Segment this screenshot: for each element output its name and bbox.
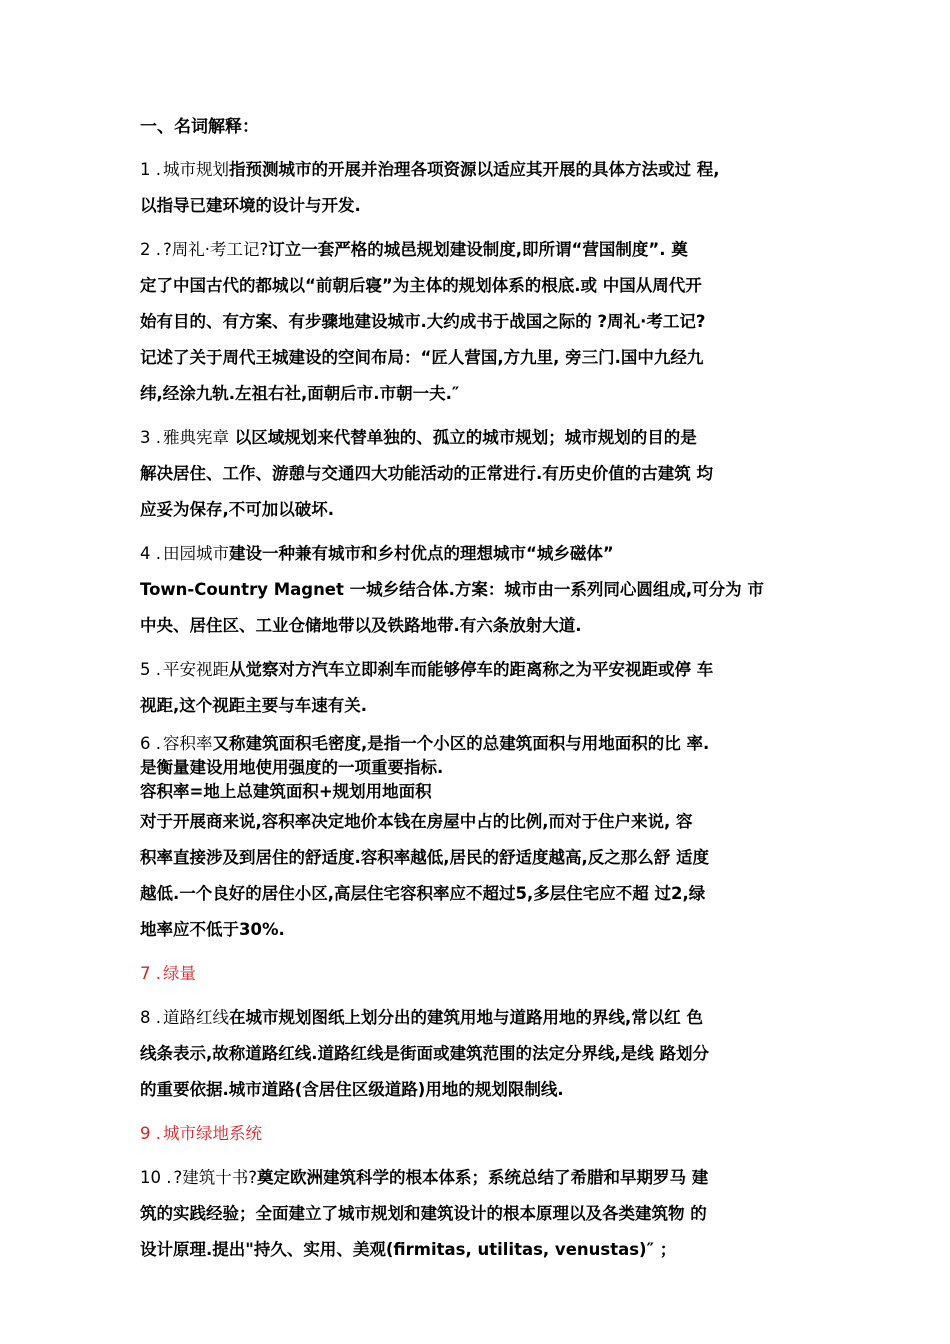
entry-number: 8 . (140, 1008, 161, 1027)
entry-line: 的重要依据.城市道路(含居住区级道路)用地的规划限制线. (140, 1080, 564, 1099)
entry-definition: 指预测城市的开展并治理各项资源以适应其开展的具体方法或过 程, (229, 160, 720, 179)
term-entry-1 (140, 152, 820, 224)
entry-term: 道路红线 (163, 1008, 229, 1027)
entry-line: 视距,这个视距主要与车速有关. (140, 696, 368, 715)
entry-term: 田园城市 (163, 544, 229, 563)
entry-line: 中央、居住区、工业仓储地带以及铁路地带.有六条放射大道. (140, 616, 582, 635)
entry-line: 应妥为保存,不可加以破坏. (140, 500, 335, 519)
entry-line: 积率直接涉及到居住的舒适度.容积率越低,居民的舒适度越高,反之那么舒 适度 (140, 848, 710, 867)
entry-number: 9 . (140, 1124, 161, 1143)
entry-term: 绿量 (163, 964, 196, 983)
entry-line: 纬,经涂九轨.左祖右社,面朝后市.市朝一夫.″ (140, 384, 460, 403)
entry-line (140, 652, 820, 688)
entry-line (140, 1160, 820, 1196)
section-heading: 一、名词解释： (140, 117, 259, 137)
entry-number: 3 . (140, 428, 161, 447)
entry-definition: 订立一套严格的城邑规划建设制度,即所谓“营国制度”. 奠 (268, 240, 688, 259)
entry-term: 平安视距 (163, 660, 229, 679)
entry-line: 地率应不低于30%. (140, 920, 285, 939)
entry-line (140, 420, 820, 456)
entry-line (140, 956, 820, 992)
entry-line (140, 232, 820, 268)
term-entry-5 (140, 652, 820, 724)
entry-definition: 又称建筑面积毛密度,是指一个小区的总建筑面积与用地面积的比 率. (212, 734, 710, 753)
entry-line: 线条表示,故称道路红线.道路红线是街面或建筑范围的法定分界线,是线 路划分 (140, 1044, 710, 1063)
entry-definition: 以区域规划来代替单独的、孤立的城市规划；城市规划的目的是 (229, 428, 697, 447)
entry-term: 城市绿地系统 (163, 1124, 262, 1143)
entry-definition: 从觉察对方汽车立即刹车而能够停车的距离称之为平安视距或停 车 (229, 660, 714, 679)
entry-number: 1 . (140, 160, 161, 179)
entry-line: 对于开展商来说,容积率决定地价本钱在房屋中占的比例,而对于住户来说, 容 (140, 812, 693, 831)
entry-line (140, 152, 820, 188)
entry-number: 2 . (140, 240, 161, 259)
entry-number: 7 . (140, 964, 161, 983)
entry-line: 记述了关于周代王城建设的空间布局：“匠人营国,方九里, 旁三门.国中九经九 (140, 348, 704, 367)
term-entry-10 (140, 1160, 820, 1268)
term-entry-4 (140, 536, 820, 644)
formula-line: 容积率=地上总建筑面积+规划用地面积 (140, 782, 432, 801)
entry-number: 4 . (140, 544, 161, 563)
entry-line: 以指导已建环境的设计与开发. (140, 196, 361, 215)
entry-line: 始有目的、有方案、有步骤地建设城市.大约成书于战国之际的 ?周礼·考工记? (140, 312, 706, 331)
entry-term: 城市规划 (163, 160, 229, 179)
entry-term: ?建筑十书? (173, 1168, 258, 1187)
term-entry-7 (140, 956, 820, 992)
document-page (140, 112, 820, 1276)
entry-number: 10 . (140, 1168, 172, 1187)
term-entry-6-continued (140, 804, 820, 948)
entry-definition: 在城市规划图纸上划分出的建筑用地与道路用地的界线,常以红 色 (229, 1008, 704, 1027)
entry-line: 是衡量建设用地使用强度的一项重要指标. (140, 758, 444, 777)
entry-term: ?周礼·考工记? (163, 240, 269, 259)
term-entry-8 (140, 1000, 820, 1108)
entry-definition: 奠定欧洲建筑科学的根本体系；系统总结了希腊和早期罗马 建 (257, 1168, 709, 1187)
term-entry-2 (140, 232, 820, 412)
term-entry-3 (140, 420, 820, 528)
entry-line (140, 1116, 820, 1152)
term-entry-9 (140, 1116, 820, 1152)
entry-line (140, 536, 820, 572)
entry-term: 雅典宪章 (163, 428, 229, 447)
entry-line: 定了中国古代的都城以“前朝后寝”为主体的规划体系的根底.或 中国从周代开 (140, 276, 702, 295)
entry-number: 5 . (140, 660, 161, 679)
entry-line (140, 732, 820, 756)
entry-line (140, 1000, 820, 1036)
entry-definition: 建设一种兼有城市和乡村优点的理想城市“城乡磁体” (229, 544, 614, 563)
entry-number: 6 . (140, 734, 161, 753)
entry-term: 容积率 (163, 734, 213, 753)
entry-line: Town-Country Magnet 一城乡结合体.方案：城市由一系列同心圆组成,可分为 市 (140, 580, 764, 599)
entry-line: 解决居住、工作、游憩与交通四大功能活动的正常进行.有历史价值的古建筑 均 (140, 464, 714, 483)
entry-line: 筑的实践经验；全面建立了城市规划和建筑设计的根本原理以及各类建筑物 的 (140, 1204, 707, 1223)
term-entry-6 (140, 732, 820, 804)
entry-line: 越低.一个良好的居住小区,高层住宅容积率应不超过5,多层住宅应不超 过2,绿 (140, 884, 706, 903)
entry-line: 设计原理.提出"持久、实用、美观(firmitas, utilitas, venustas)″ ； (140, 1240, 677, 1259)
